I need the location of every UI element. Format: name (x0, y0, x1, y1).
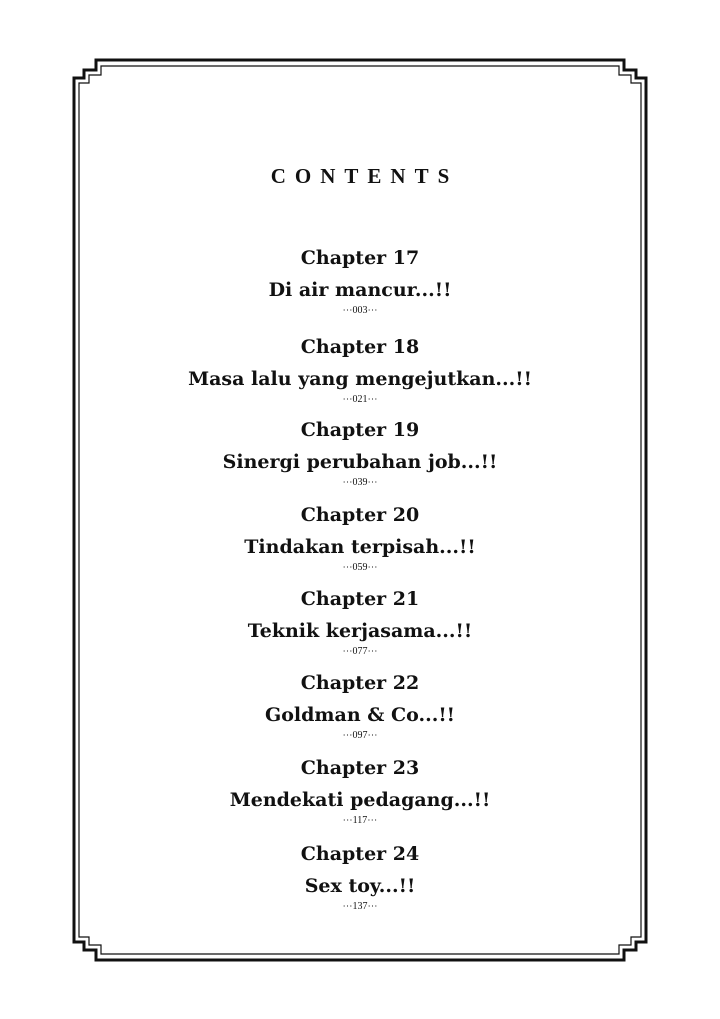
chapter-title: Sex toy...!! (304, 875, 416, 897)
toc-entry-chapter-22[interactable] (0, 670, 720, 742)
chapter-page-number: ⋯097⋯ (342, 730, 378, 741)
chapter-number: Chapter 24 (300, 843, 420, 865)
chapter-title: Goldman & Co...!! (265, 704, 455, 726)
toc-entry-chapter-20[interactable] (0, 502, 720, 574)
chapter-page-number: ⋯003⋯ (342, 305, 378, 316)
chapter-title: Mendekati pedagang...!! (229, 789, 491, 811)
chapter-number: Chapter 19 (300, 419, 420, 441)
chapter-title: Tindakan terpisah...!! (244, 536, 476, 558)
chapter-page-number: ⋯137⋯ (342, 901, 378, 912)
chapter-number: Chapter 22 (300, 672, 420, 694)
chapter-page-number: ⋯117⋯ (342, 815, 378, 826)
chapter-number: Chapter 18 (300, 336, 420, 358)
toc-entry-chapter-17[interactable] (0, 245, 720, 317)
chapter-number: Chapter 21 (300, 588, 420, 610)
toc-entry-chapter-19[interactable] (0, 417, 720, 489)
chapter-page-number: ⋯021⋯ (342, 394, 378, 405)
contents-title: CONTENTS (270, 164, 459, 188)
chapter-title: Di air mancur...!! (268, 279, 452, 301)
toc-entry-chapter-23[interactable] (0, 755, 720, 827)
chapter-title: Sinergi perubahan job...!! (222, 451, 498, 473)
chapter-page-number: ⋯059⋯ (342, 562, 378, 573)
chapter-number: Chapter 17 (300, 247, 420, 269)
chapter-page-number: ⋯039⋯ (342, 477, 378, 488)
toc-entry-chapter-24[interactable] (0, 841, 720, 913)
chapter-number: Chapter 20 (300, 504, 420, 526)
toc-entry-chapter-18[interactable] (0, 334, 720, 406)
chapter-number: Chapter 23 (300, 757, 420, 779)
chapter-title: Masa lalu yang mengejutkan...!! (188, 368, 532, 390)
toc-entry-chapter-21[interactable] (0, 586, 720, 658)
chapter-page-number: ⋯077⋯ (342, 646, 378, 657)
chapter-title: Teknik kerjasama...!! (247, 620, 473, 642)
